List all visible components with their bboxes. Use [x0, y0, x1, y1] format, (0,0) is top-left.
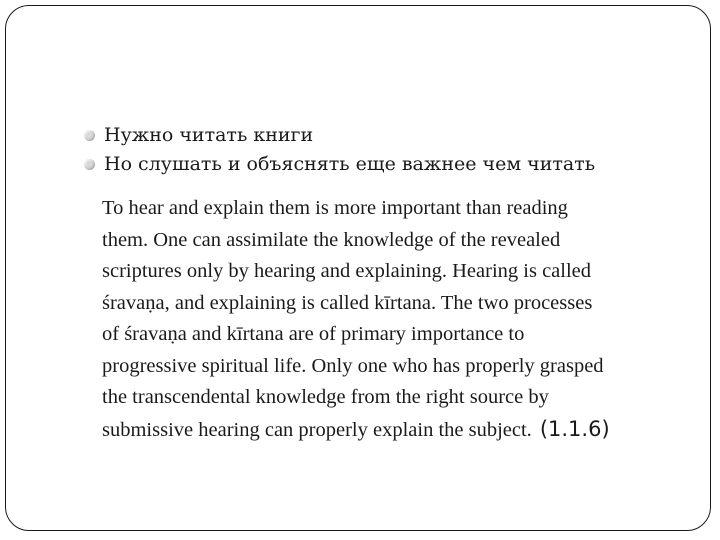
quote-line: śravaṇa, and explaining is called kīrtana. The two processes — [102, 291, 593, 314]
quote-line: To hear and explain them is more important than reading — [102, 197, 568, 219]
bullet-item-hear-explain — [84, 150, 684, 179]
quote-line-last — [102, 414, 692, 447]
quote-line: them. One can assimilate the knowledge of the revealed — [102, 228, 561, 251]
quote-text: submissive hearing can properly explain the subject. — [102, 418, 532, 441]
bullet-text: Нужно читать книги — [104, 124, 314, 146]
bullet-list — [84, 121, 684, 179]
quote-paragraph — [102, 193, 692, 446]
bullet-dot-icon — [84, 159, 95, 170]
verse-reference: (1.1.6) — [539, 416, 610, 441]
bullet-text: Но слушать и объяснять еще важнее чем читать — [104, 153, 596, 175]
bullet-item-read-books — [84, 121, 684, 150]
quote-line: progressive spiritual life. Only one who has properly grasped — [102, 354, 604, 377]
quote-line: the transcendental knowledge from the right source by — [102, 386, 549, 408]
quote-line: of śravaṇa and kīrtana are of primary importance to — [102, 323, 525, 345]
quote-line: scriptures only by hearing and explaining. Hearing is called — [102, 260, 592, 282]
bullet-dot-icon — [84, 130, 95, 141]
